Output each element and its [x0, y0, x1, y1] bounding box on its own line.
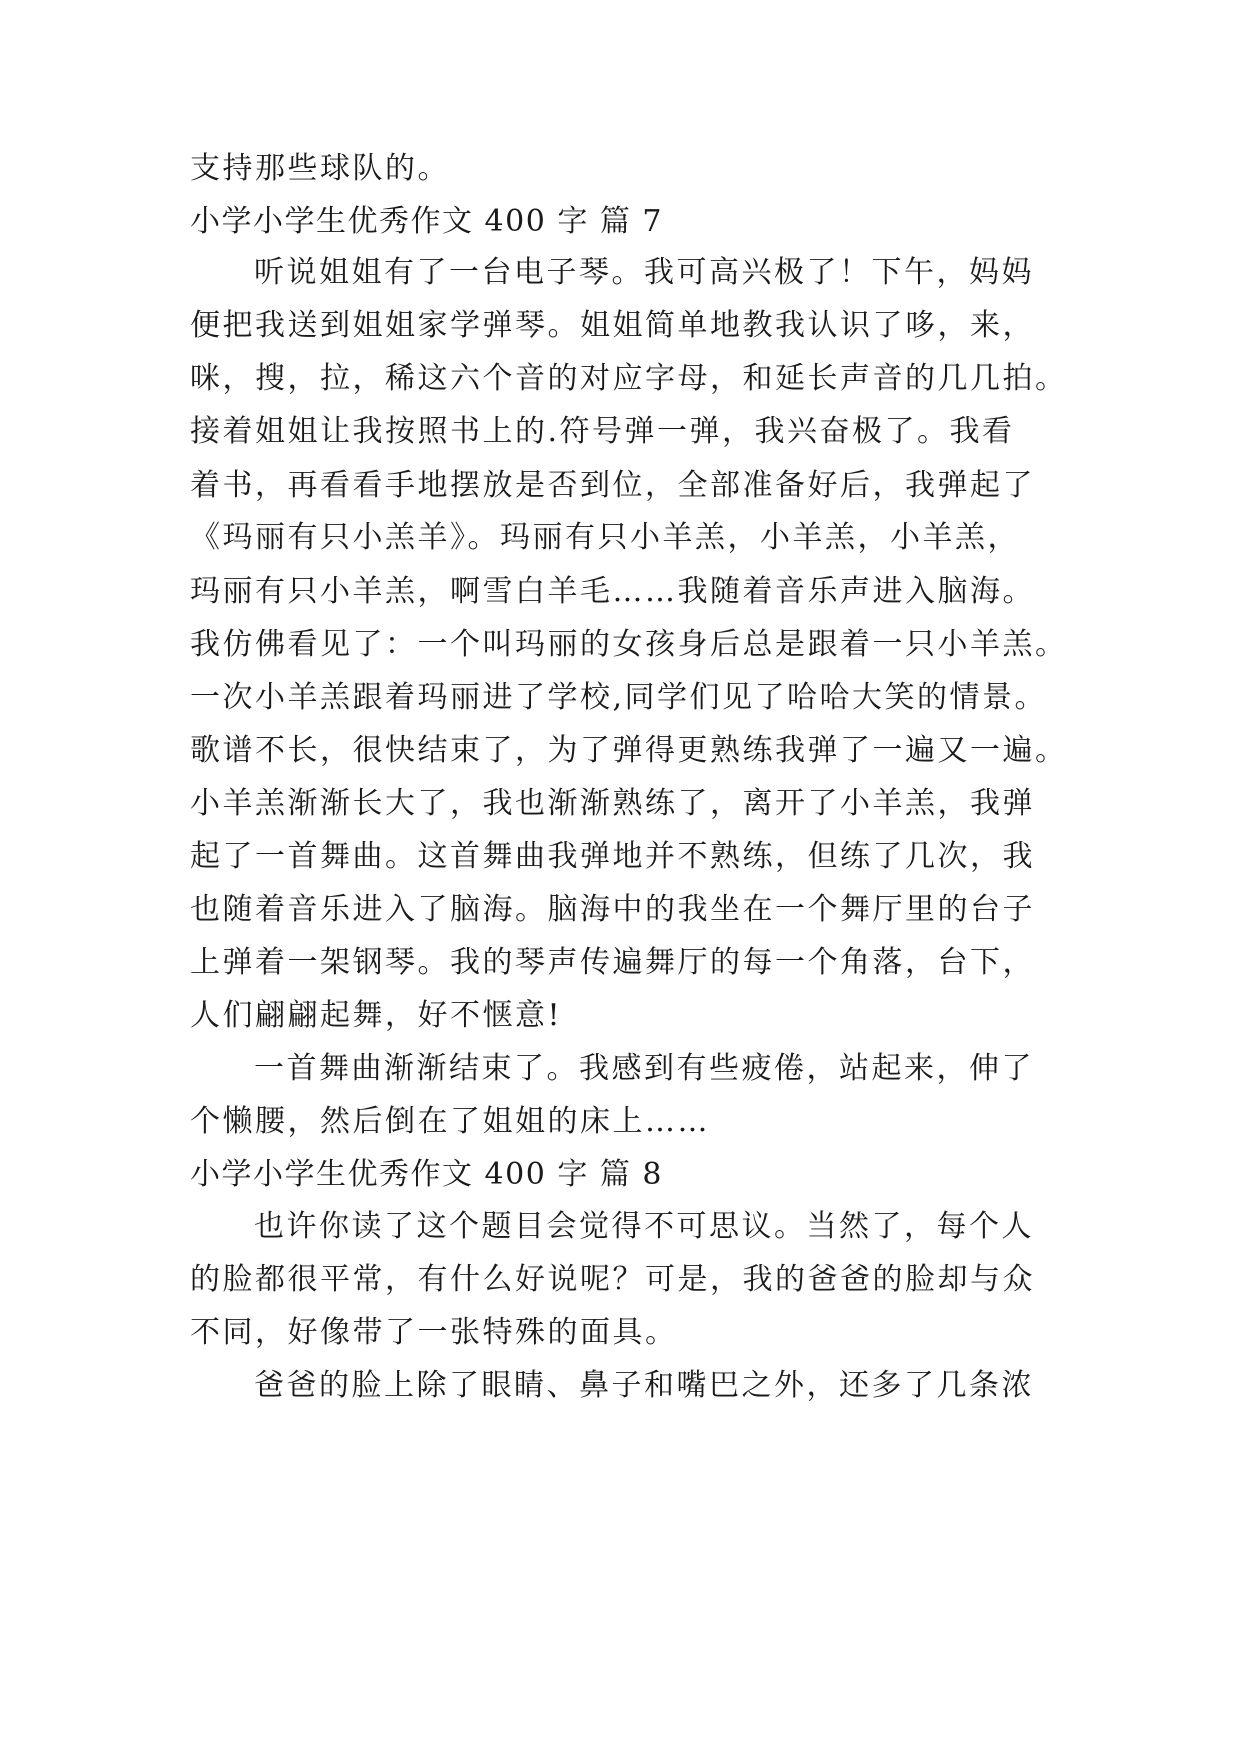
section-heading-7: 小学小学生优秀作文 400 字 篇 7 — [190, 204, 663, 239]
text-line: 歌谱不长，很快结束了，为了弹得更熟练我弹了一遍又一遍。 — [190, 733, 1068, 768]
paragraph-first-line: 听说姐姐有了一台电子琴。我可高兴极了！下午，妈妈 — [254, 255, 1034, 290]
text-line: 小羊羔渐渐长大了，我也渐渐熟练了，离开了小羊羔，我弹 — [190, 786, 1035, 821]
text-line: 不同，好像带了一张特殊的面具。 — [190, 1315, 678, 1350]
text-line: 上弹着一架钢琴。我的琴声传遍舞厅的每一个角落，台下， — [190, 945, 1035, 980]
text-line: 玛丽有只小羊羔，啊雪白羊毛……我随着音乐声进入脑海。 — [190, 574, 1035, 609]
paragraph-first-line: 也许你读了这个题目会觉得不可思议。当然了，每个人 — [254, 1209, 1034, 1244]
text-line: 《玛丽有只小羔羊》。玛丽有只小羊羔，小羊羔，小羊羔， — [190, 520, 1020, 555]
text-line: 支持那些球队的。 — [190, 151, 450, 186]
text-line: 的脸都很平常，有什么好说呢？可是，我的爸爸的脸却与众 — [190, 1262, 1035, 1297]
text-line: 一次小羊羔跟着玛丽进了学校,同学们见了哈哈大笑的情景。 — [190, 680, 1048, 715]
text-line: 人们翩翩起舞，好不惬意! — [190, 998, 563, 1033]
section-heading-8: 小学小学生优秀作文 400 字 篇 8 — [190, 1157, 663, 1192]
text-line: 便把我送到姐姐家学弹琴。姐姐简单地教我认识了哆，来， — [190, 308, 1035, 343]
paragraph-first-line: 一首舞曲渐渐结束了。我感到有些疲倦，站起来，伸了 — [254, 1051, 1034, 1086]
text-line: 咪，搜，拉，稀这六个音的对应字母，和延长声音的几几拍。 — [190, 361, 1068, 396]
text-line: 也随着音乐进入了脑海。脑海中的我坐在一个舞厅里的台子 — [190, 892, 1035, 927]
text-line: 我仿佛看见了：一个叫玛丽的女孩身后总是跟着一只小羊羔。 — [190, 627, 1068, 662]
text-line: 接着姐姐让我按照书上的.符号弹一弹，我兴奋极了。我看 — [190, 414, 1015, 449]
paragraph-first-line: 爸爸的脸上除了眼睛、鼻子和嘴巴之外，还多了几条浓 — [254, 1368, 1034, 1403]
text-line: 个懒腰，然后倒在了姐姐的床上…… — [190, 1104, 710, 1139]
text-line: 着书，再看看手地摆放是否到位，全部准备好后，我弹起了 — [190, 468, 1035, 503]
text-line: 起了一首舞曲。这首舞曲我弹地并不熟练，但练了几次，我 — [190, 839, 1035, 874]
